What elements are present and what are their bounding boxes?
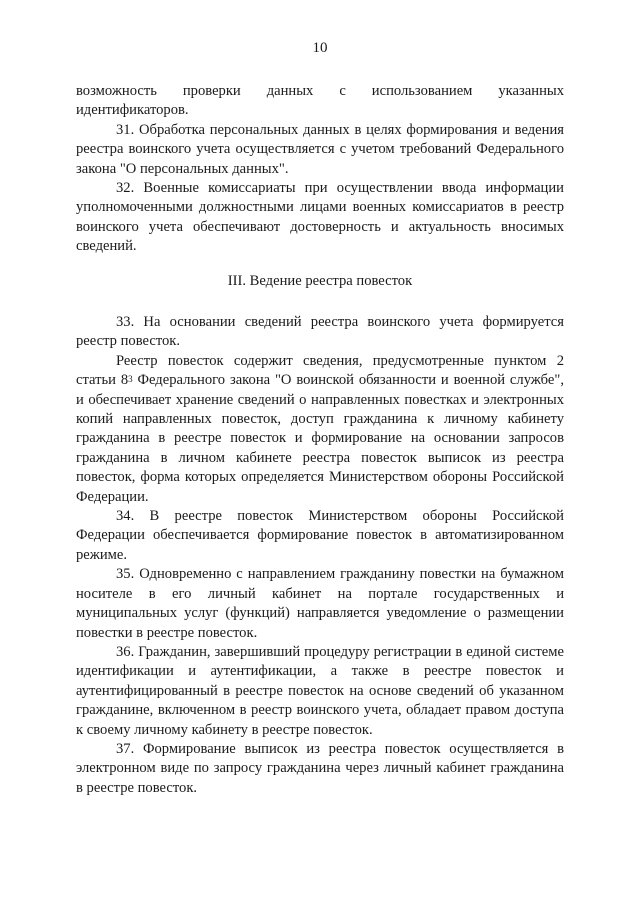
paragraph-33-text-after: Федерального закона "О воинской обязанности и военной службе", и обеспечивает хранение сведений о направленных повестках и электронных копий направленных повесток, доступ гражданина к личному кабинету гражданина в реестре повесток и формирование на основании запросов гражданина в личном кабинете реестра повесток выписок из реестра повесток, форма которых определяется Министерством обороны Российской Федерации. xyxy=(76,372,565,505)
paragraph-33-registry-contents xyxy=(76,352,564,507)
paragraph-33-text-before: Реестр повесток содержит сведения, предусмотренные пунктом 2 статьи 8 xyxy=(76,352,564,389)
article-superscript: 3 xyxy=(128,374,133,385)
section-heading-block xyxy=(76,272,564,291)
text-block-bottom xyxy=(76,313,564,798)
paragraph-34: 34. В реестре повесток Министерством обороны Российской Федерации обеспечивается формирование повесток в автоматизированном режиме. xyxy=(76,508,564,563)
paragraph-37: 37. Формирование выписок из реестра повесток осуществляется в электронном виде по запросу гражданина через личный кабинет гражданина в реестре повесток. xyxy=(76,740,564,796)
paragraph-35: 35. Одновременно с направлением гражданину повестки на бумажном носителе в его личный кабинет на портале государственных и муниципальных услуг (функций) направляется уведомление о размещении повестки в реестре повесток. xyxy=(76,566,564,641)
text-block-top xyxy=(76,82,564,257)
paragraph-32: 32. Военные комиссариаты при осуществлении ввода информации уполномоченными должностными лицами военных комиссариатов в реестр воинского учета обеспечивают достоверность и актуальность вносимых сведений. xyxy=(76,180,564,255)
page-number: 10 xyxy=(312,40,328,56)
paragraph-31: 31. Обработка персональных данных в целях формирования и ведения реестра воинского учета осуществляется с учетом требований Федерального закона "О персональных данных". xyxy=(76,121,564,177)
section-heading: III. Ведение реестра повесток xyxy=(227,273,413,289)
paragraph-36: 36. Гражданин, завершивший процедуру регистрации в единой системе идентификации и аутентификации, а также в реестре повесток и аутентифицированный в реестре повесток на основе сведений об указанном гражданине, включенном в реестр воинского учета, обладает правом доступа к своему личному кабинету в реестре повесток. xyxy=(76,643,564,738)
paragraph-continuation: возможность проверки данных с использованием указанных идентификаторов. xyxy=(76,83,564,119)
paragraph-33: 33. На основании сведений реестра воинского учета формируется реестр повесток. xyxy=(76,314,564,350)
